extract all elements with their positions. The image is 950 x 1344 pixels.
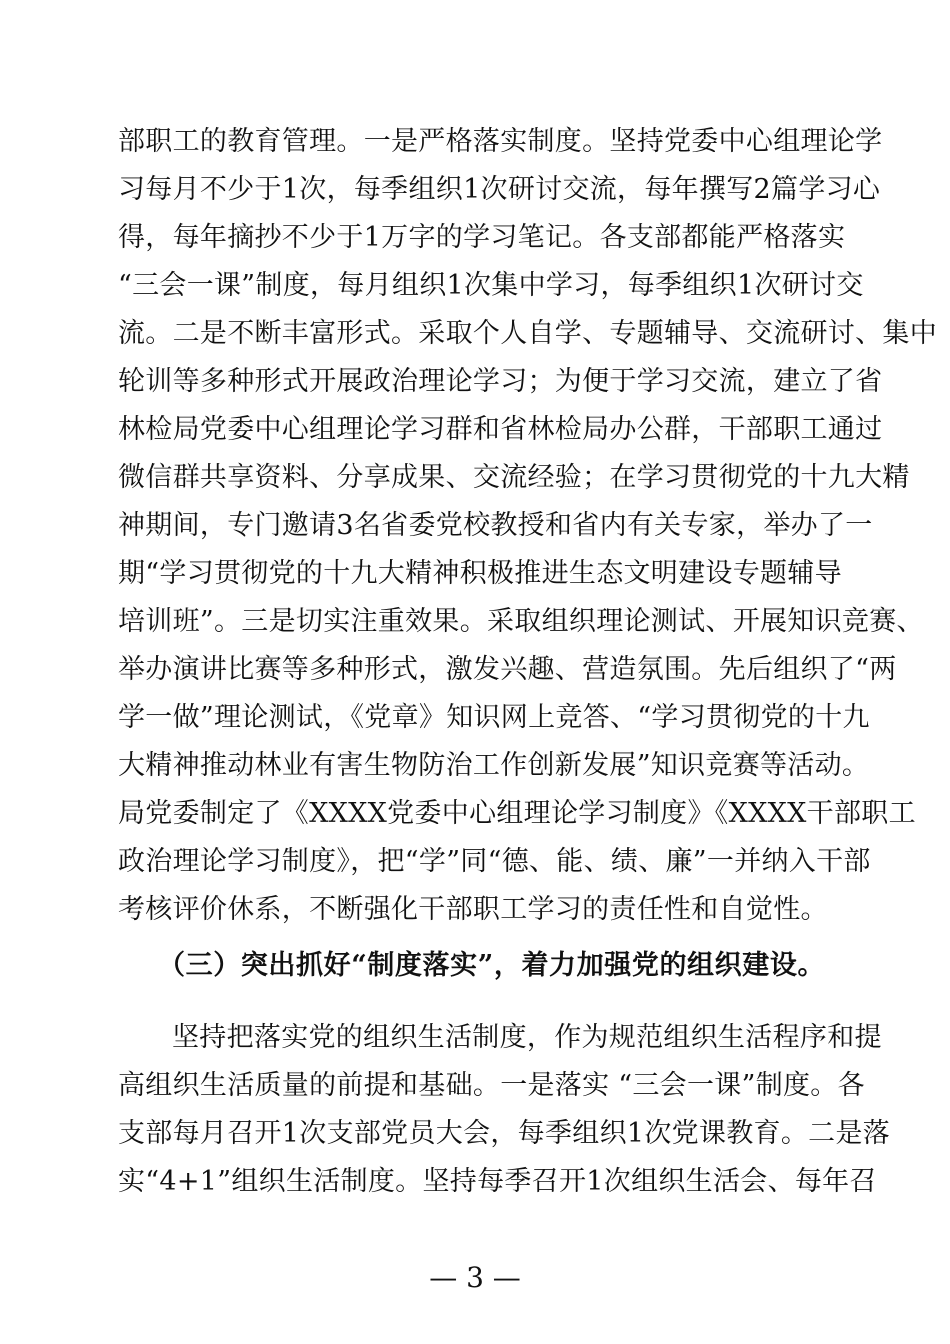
body-line: 习每月不少于1次，每季组织1次研讨交流，每年撰写2篇学习心 [118,174,881,205]
page-number: — 3 — [429,1261,521,1294]
body-line: 轮训等多种形式开展政治理论学习；为便于学习交流，建立了省 [118,366,883,397]
body-line: 流。二是不断丰富形式。采取个人自学、专题辅导、交流研讨、集中 [118,318,937,349]
body-line: 政治理论学习制度》，把“学”同“德、能、绩、廉”一并纳入干部 [118,846,871,877]
body-line: 举办演讲比赛等多种形式，激发兴趣、营造氛围。先后组织了“两 [118,654,897,685]
body-line: 林检局党委中心组理论学习群和省林检局办公群，干部职工通过 [118,414,883,445]
body-line: 神期间，专门邀请3名省委党校教授和省内有关专家，举办了一 [118,510,873,541]
body-line: 局党委制定了《XXXX党委中心组理论学习制度》《XXXX干部职工 [118,798,916,829]
body-line: 高组织生活质量的前提和基础。一是落实 “三会一课”制度。各 [118,1070,865,1101]
body-line: 培训班”。三是切实注重效果。采取组织理论测试、开展知识竞赛、 [118,606,924,637]
body-line: 坚持把落实党的组织生活制度，作为规范组织生活程序和提 [172,1022,882,1053]
body-line: 部职工的教育管理。一是严格落实制度。坚持党委中心组理论学 [118,126,883,157]
body-line: 大精神推动林业有害生物防治工作创新发展”知识竞赛等活动。 [118,750,870,781]
body-line: 考核评价休系，不断强化干部职工学习的责任性和自觉性。 [118,894,828,925]
body-line: “三会一课”制度，每月组织1次集中学习，每季组织1次研讨交 [118,270,864,301]
body-line: 得，每年摘抄不少于1万字的学习笔记。各支部都能严格落实 [118,222,846,253]
body-line: 支部每月召开1次支部党员大会，每季组织1次党课教育。二是落 [118,1118,891,1149]
body-line: 学一做”理论测试，《党章》知识网上竞答、“学习贯彻党的十九 [118,702,870,733]
body-line: 期“学习贯彻党的十九大精神积极推进生态文明建设专题辅导 [118,558,842,589]
section-heading: （三）突出抓好“制度落实”，着力加强党的组织建设。 [158,950,826,981]
body-line: 实“4+1”组织生活制度。坚持每季召开1次组织生活会、每年召 [118,1166,877,1197]
body-line: 微信群共享资料、分享成果、交流经验；在学习贯彻党的十九大精 [118,462,910,493]
